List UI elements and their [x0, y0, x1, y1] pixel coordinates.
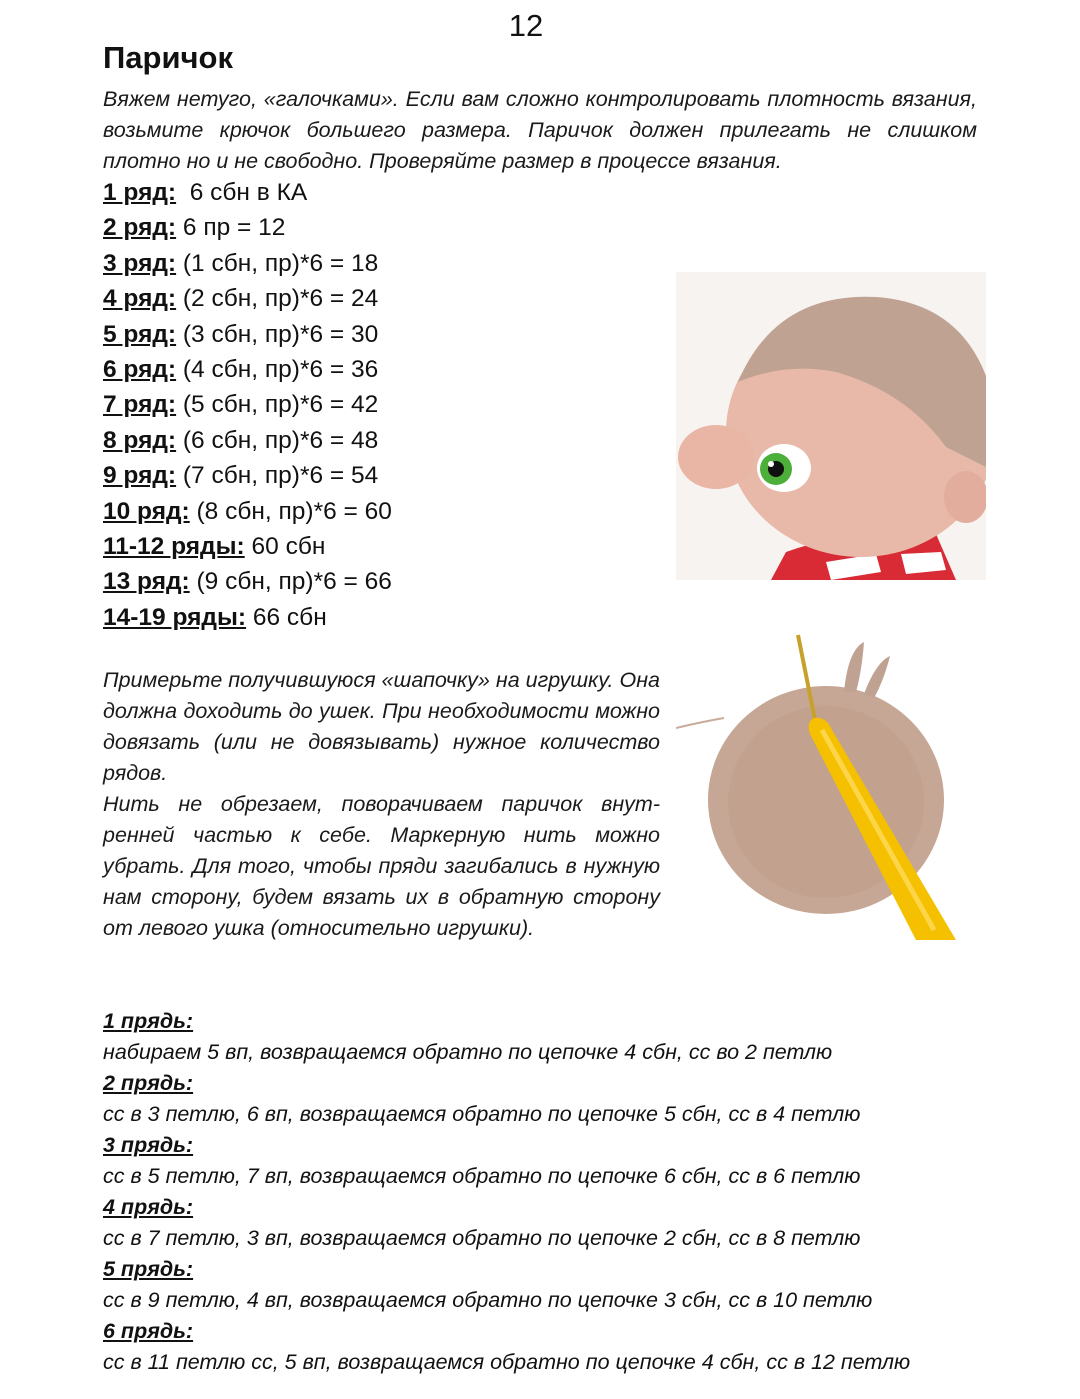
row-list: [103, 175, 392, 635]
row-item: [103, 423, 392, 458]
row-text: 66 сбн: [246, 603, 327, 631]
row-label: 1 ряд:: [103, 179, 177, 206]
fitting-instructions: [103, 665, 660, 944]
row-text: (2 сбн, пр)*6 = 24: [176, 285, 379, 313]
strand-label: 5 прядь:: [103, 1257, 194, 1281]
row-label: 9 ряд:: [103, 462, 177, 490]
strand-text: сс в 7 петлю, 3 вп, возвращаемся обратно по цепочке 2 сбн, сс в 8 петлю: [103, 1226, 861, 1250]
row-text: 6 пр = 12: [176, 214, 286, 242]
strand-text: сс в 5 петлю, 7 вп, возвращаемся обратно по цепочке 6 сбн, сс в 6 петлю: [103, 1164, 861, 1188]
row-item: [103, 352, 392, 387]
row-label: 11-12 ряды:: [103, 532, 245, 560]
row-text: (9 сбн, пр)*6 = 66: [189, 568, 392, 596]
row-item: [103, 387, 392, 422]
row-item: [103, 458, 392, 493]
wig-cap-photo: [676, 630, 976, 940]
row-label: 7 ряд:: [103, 391, 177, 419]
row-label: 8 ряд:: [103, 426, 177, 454]
row-text: (5 сбн, пр)*6 = 42: [176, 391, 379, 419]
page-title: Паричок: [103, 40, 233, 75]
strand-text: сс в 3 петлю, 6 вп, возвращаемся обратно по цепочке 5 сбн, сс в 4 петлю: [103, 1102, 861, 1126]
strand-text: сс в 11 петлю сс, 5 вп, возвращаемся обратно по цепочке 4 сбн, сс в 12 петлю: [103, 1350, 911, 1374]
row-text: (4 сбн, пр)*6 = 36: [176, 355, 379, 383]
row-text: (8 сбн, пр)*6 = 60: [189, 497, 392, 525]
row-text: (6 сбн, пр)*6 = 48: [176, 426, 379, 454]
row-item: [103, 494, 392, 529]
row-text: 6 сбн в КА: [176, 179, 308, 206]
wig-cap-illustration: [676, 630, 976, 940]
row-item: [103, 175, 392, 210]
strand-label: 1 прядь:: [103, 1009, 194, 1033]
intro-paragraph: Вяжем нетуго, «галочками». Если вам сложно контролировать плотность вязания, возьмите крючок большего размера. Паричок должен прилегать не слишком плотно но и не свободно. Проверяйте размер в процессе вязания.: [103, 87, 977, 173]
fitting-paragraph: Примерьте получившуюся «шапочку» на игрушку. Она должна доходить до ушек. При необходимости можно довязать (или не довязывать) нужное количество рядов.: [103, 668, 660, 785]
row-text: (3 сбн, пр)*6 = 30: [176, 320, 379, 348]
strand-label: 3 прядь:: [103, 1133, 194, 1157]
row-label: 4 ряд:: [103, 285, 177, 313]
row-label: 5 ряд:: [103, 320, 177, 348]
row-label: 10 ряд:: [103, 497, 190, 525]
row-label: 6 ряд:: [103, 355, 177, 383]
row-text: (7 сбн, пр)*6 = 54: [176, 462, 379, 490]
fitting-paragraph: Нить не обрезаем, поворачиваем паричок внутренней частью к себе. Маркерную нить можно убрать. Для того, чтобы пряди загибались в нужную нам сторону, будем вязать их в обратную сторону от левого ушка (относительно игрушки).: [103, 792, 660, 940]
strand-label: 2 прядь:: [103, 1071, 194, 1095]
page-number: 12: [508, 8, 544, 43]
row-item: [103, 529, 392, 564]
strand-label: 4 прядь:: [103, 1195, 194, 1219]
strand-text: набираем 5 вп, возвращаемся обратно по цепочке 4 сбн, сс во 2 петлю: [103, 1040, 833, 1064]
row-text: 60 сбн: [244, 532, 326, 560]
row-item: [103, 600, 392, 635]
row-item: [103, 281, 392, 316]
strand-text: сс в 9 петлю, 4 вп, возвращаемся обратно по цепочке 3 сбн, сс в 10 петлю: [103, 1288, 873, 1312]
row-item: [103, 564, 392, 599]
row-label: 3 ряд:: [103, 249, 177, 277]
row-label: 2 ряд:: [103, 214, 177, 242]
row-item: [103, 317, 392, 352]
row-item: [103, 210, 392, 245]
row-label: 14-19 ряды:: [103, 603, 247, 631]
row-item: [103, 246, 392, 281]
strand-label: 6 прядь:: [103, 1319, 194, 1343]
row-label: 13 ряд:: [103, 568, 190, 596]
row-text: (1 сбн, пр)*6 = 18: [176, 249, 379, 277]
strand-list: [103, 1006, 910, 1378]
doll-head-photo: [676, 272, 986, 580]
doll-head-illustration: [676, 272, 986, 580]
